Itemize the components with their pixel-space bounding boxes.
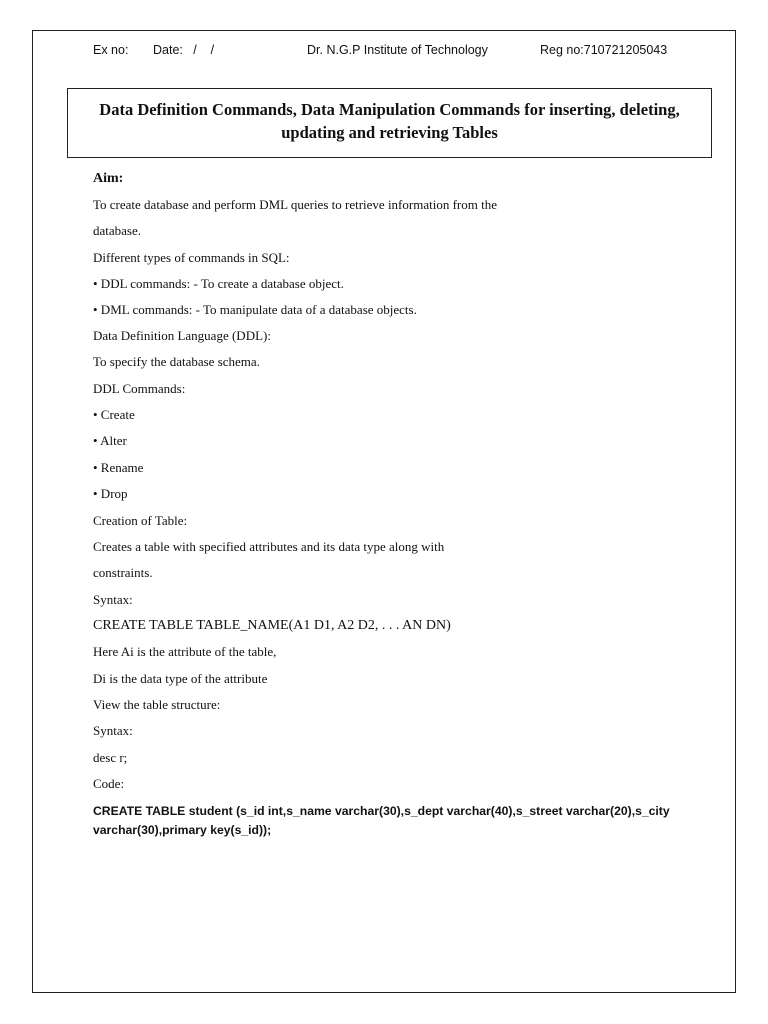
body-line: Code: bbox=[93, 776, 125, 791]
bullet-item: • DDL commands: - To create a database object. bbox=[93, 276, 344, 291]
page-border bbox=[32, 30, 736, 993]
bullet-item: • Create bbox=[93, 407, 135, 422]
body-line: To create database and perform DML queries to retrieve information from the bbox=[93, 197, 497, 212]
syntax-line: CREATE TABLE TABLE_NAME(A1 D1, A2 D2, . . . AN DN) bbox=[93, 618, 451, 633]
document-title: Data Definition Commands, Data Manipulation Commands for inserting, deleting, updating and retrieving Tables bbox=[99, 100, 680, 142]
body-line: Data Definition Language (DDL): bbox=[93, 328, 271, 343]
body-line: Different types of commands in SQL: bbox=[93, 250, 290, 265]
bullet-item: • Drop bbox=[93, 486, 128, 501]
body-line: database. bbox=[93, 223, 142, 238]
bullet-item: • Alter bbox=[93, 433, 127, 448]
body-line: Here Ai is the attribute of the table, bbox=[93, 644, 277, 659]
body-line: Creation of Table: bbox=[93, 513, 188, 528]
body-line: desc r; bbox=[93, 750, 128, 765]
institute-name: Dr. N.G.P Institute of Technology bbox=[307, 43, 488, 57]
exercise-number-label: Ex no: bbox=[93, 43, 129, 57]
registration-number: Reg no:710721205043 bbox=[540, 43, 668, 57]
body-line: constraints. bbox=[93, 565, 153, 580]
aim-heading: Aim: bbox=[93, 171, 124, 186]
body-line: DDL Commands: bbox=[93, 381, 186, 396]
page-header bbox=[0, 43, 768, 61]
date-label: Date: / / bbox=[153, 43, 215, 57]
body-line: Creates a table with specified attributes and its data type along with bbox=[93, 539, 445, 554]
body-line: Syntax: bbox=[93, 723, 133, 738]
title-box bbox=[67, 88, 712, 158]
body-line: Di is the data type of the attribute bbox=[93, 671, 268, 686]
code-snippet: CREATE TABLE student (s_id int,s_name varchar(30),s_dept varchar(40),s_street varchar(20),s_city varchar(30),primary key(s_id)); bbox=[93, 804, 670, 837]
body-line: Syntax: bbox=[93, 592, 133, 607]
body-line: View the table structure: bbox=[93, 697, 221, 712]
bullet-item: • Rename bbox=[93, 460, 144, 475]
bullet-item: • DML commands: - To manipulate data of a database objects. bbox=[93, 302, 417, 317]
body-line: To specify the database schema. bbox=[93, 354, 260, 369]
